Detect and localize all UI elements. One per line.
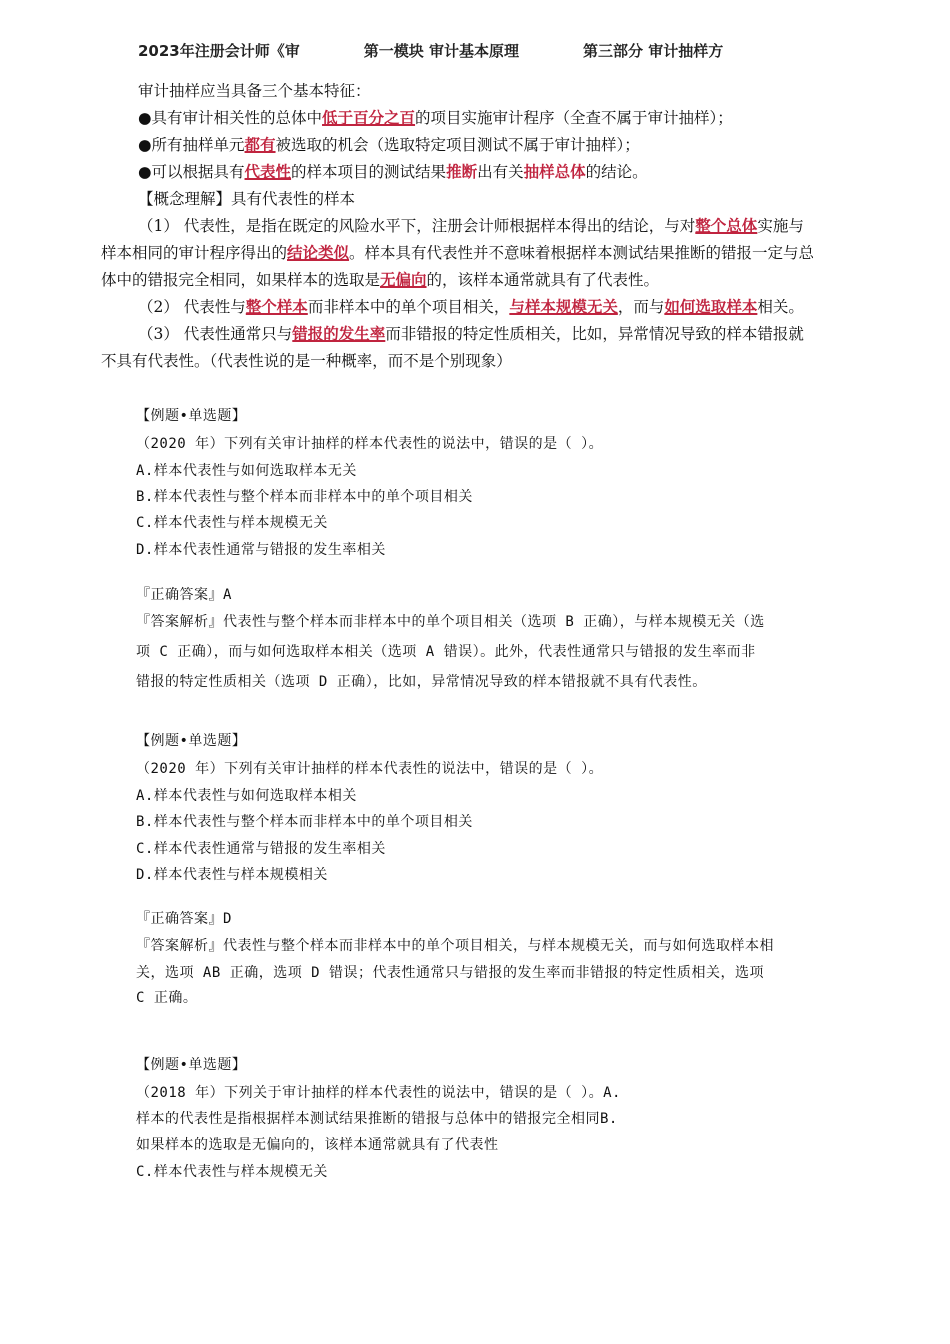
header-left: 2023年注册会计师《审 bbox=[138, 42, 300, 60]
ex1-explanation-2: 项 C 正确），而与如何选取样本相关（选项 A 错误）。此外，代表性通常只与错报的发生率而非 bbox=[136, 644, 756, 660]
feature-3: ●可以根据具有代表性的样本项目的测试结果推断出有关抽样总体的结论。 bbox=[138, 162, 648, 181]
ex2-option-d: D.样本代表性与样本规模相关 bbox=[136, 867, 328, 883]
ex1-explanation-1: 『答案解析』代表性与整个样本而非样本中的单个项目相关（选项 B 正确），与样本规模无关（选 bbox=[136, 614, 765, 630]
concept-p1-line2: 样本相同的审计程序得出的结论类似。样本具有代表性并不意味着根据样本测试结果推断的错报一定与总 bbox=[101, 243, 815, 262]
feature-2: ●所有抽样单元都有被选取的机会（选取特定项目测试不属于审计抽样）； bbox=[138, 135, 640, 154]
keyword-size-unrelated: 与样本规模无关 bbox=[509, 297, 618, 316]
ex3-tag: 【例题•单选题】 bbox=[136, 1057, 247, 1073]
ex3-line-1: （2018 年）下列关于审计抽样的样本代表性的说法中，错误的是（ ）。A. bbox=[136, 1085, 621, 1101]
ex1-answer: 『正确答案』A bbox=[136, 587, 232, 603]
ex1-question: （2020 年）下列有关审计抽样的样本代表性的说法中，错误的是（ ）。 bbox=[136, 436, 604, 452]
ex1-tag: 【例题•单选题】 bbox=[136, 408, 247, 424]
feature-1: ●具有审计相关性的总体中低于百分之百的项目实施审计程序（全查不属于审计抽样）； bbox=[138, 108, 733, 127]
keyword-similar-conclusion: 结论类似 bbox=[287, 243, 350, 262]
ex2-tag: 【例题•单选题】 bbox=[136, 733, 247, 749]
ex1-option-c: C.样本代表性与样本规模无关 bbox=[136, 515, 328, 531]
concept-p1-line1: （1） 代表性，是指在既定的风险水平下，注册会计师根据样本得出的结论，与对整个总体实施与 bbox=[138, 216, 804, 235]
ex1-option-a: A.样本代表性与如何选取样本无关 bbox=[136, 463, 357, 479]
concept-title: 【概念理解】具有代表性的样本 bbox=[138, 190, 356, 208]
running-header bbox=[138, 36, 828, 60]
keyword-whole-sample: 整个样本 bbox=[245, 297, 308, 316]
ex2-explanation-1: 『答案解析』代表性与整个样本而非样本中的单个项目相关，与样本规模无关，而与如何选取样本相 bbox=[136, 938, 774, 954]
ex3-line-3: 如果样本的选取是无偏向的，该样本通常就具有了代表性 bbox=[136, 1137, 499, 1153]
ex2-answer: 『正确答案』D bbox=[136, 911, 232, 927]
ex2-option-a: A.样本代表性与如何选取样本相关 bbox=[136, 788, 357, 804]
ex2-question: （2020 年）下列有关审计抽样的样本代表性的说法中，错误的是（ ）。 bbox=[136, 761, 604, 777]
intro-lead: 审计抽样应当具备三个基本特征： bbox=[138, 82, 371, 100]
ex1-option-d: D.样本代表性通常与错报的发生率相关 bbox=[136, 542, 386, 558]
concept-p2: （2） 代表性与整个样本而非样本中的单个项目相关，与样本规模无关，而与如何选取样本相关。 bbox=[138, 297, 804, 316]
ex3-line-2: 样本的代表性是指根据样本测试结果推断的错报与总体中的错报完全相同B. bbox=[136, 1111, 618, 1127]
concept-p3-line2: 不具有代表性。（代表性说的是一种概率，而不是个别现象） bbox=[101, 352, 512, 370]
keyword-representative: 代表性 bbox=[244, 162, 292, 181]
concept-p3-line1: （3） 代表性通常只与错报的发生率而非错报的特定性质相关，比如，异常情况导致的样本错报就 bbox=[138, 324, 804, 343]
keyword-infer: 推断 bbox=[446, 162, 478, 181]
keyword-whole-population: 整个总体 bbox=[695, 216, 758, 235]
concept-p1-line3: 体中的错报完全相同，如果样本的选取是无偏向的，该样本通常就具有了代表性。 bbox=[101, 270, 660, 289]
ex2-explanation-3: C 正确。 bbox=[136, 990, 198, 1006]
ex1-option-b: B.样本代表性与整个样本而非样本中的单个项目相关 bbox=[136, 489, 473, 505]
keyword-population: 抽样总体 bbox=[523, 162, 586, 181]
keyword-all-have: 都有 bbox=[244, 135, 276, 154]
ex1-explanation-3: 错报的特定性质相关（选项 D 正确），比如，异常情况导致的样本错报就不具有代表性。 bbox=[136, 674, 707, 690]
ex3-line-4: C.样本代表性与样本规模无关 bbox=[136, 1164, 328, 1180]
ex2-explanation-2: 关，选项 AB 正确，选项 D 错误；代表性通常只与错报的发生率而非错报的特定性质相关，选项 bbox=[136, 965, 764, 981]
ex2-option-c: C.样本代表性通常与错报的发生率相关 bbox=[136, 841, 386, 857]
header-right: 第三部分 审计抽样方 bbox=[582, 42, 724, 60]
keyword-unbiased: 无偏向 bbox=[380, 270, 427, 289]
keyword-misstatement-rate: 错报的发生率 bbox=[292, 324, 386, 343]
keyword-lt-100pct: 低于百分之百 bbox=[322, 108, 416, 127]
header-middle: 第一模块 审计基本原理 bbox=[363, 42, 519, 60]
ex2-option-b: B.样本代表性与整个样本而非样本中的单个项目相关 bbox=[136, 814, 473, 830]
keyword-how-select: 如何选取样本 bbox=[664, 297, 758, 316]
